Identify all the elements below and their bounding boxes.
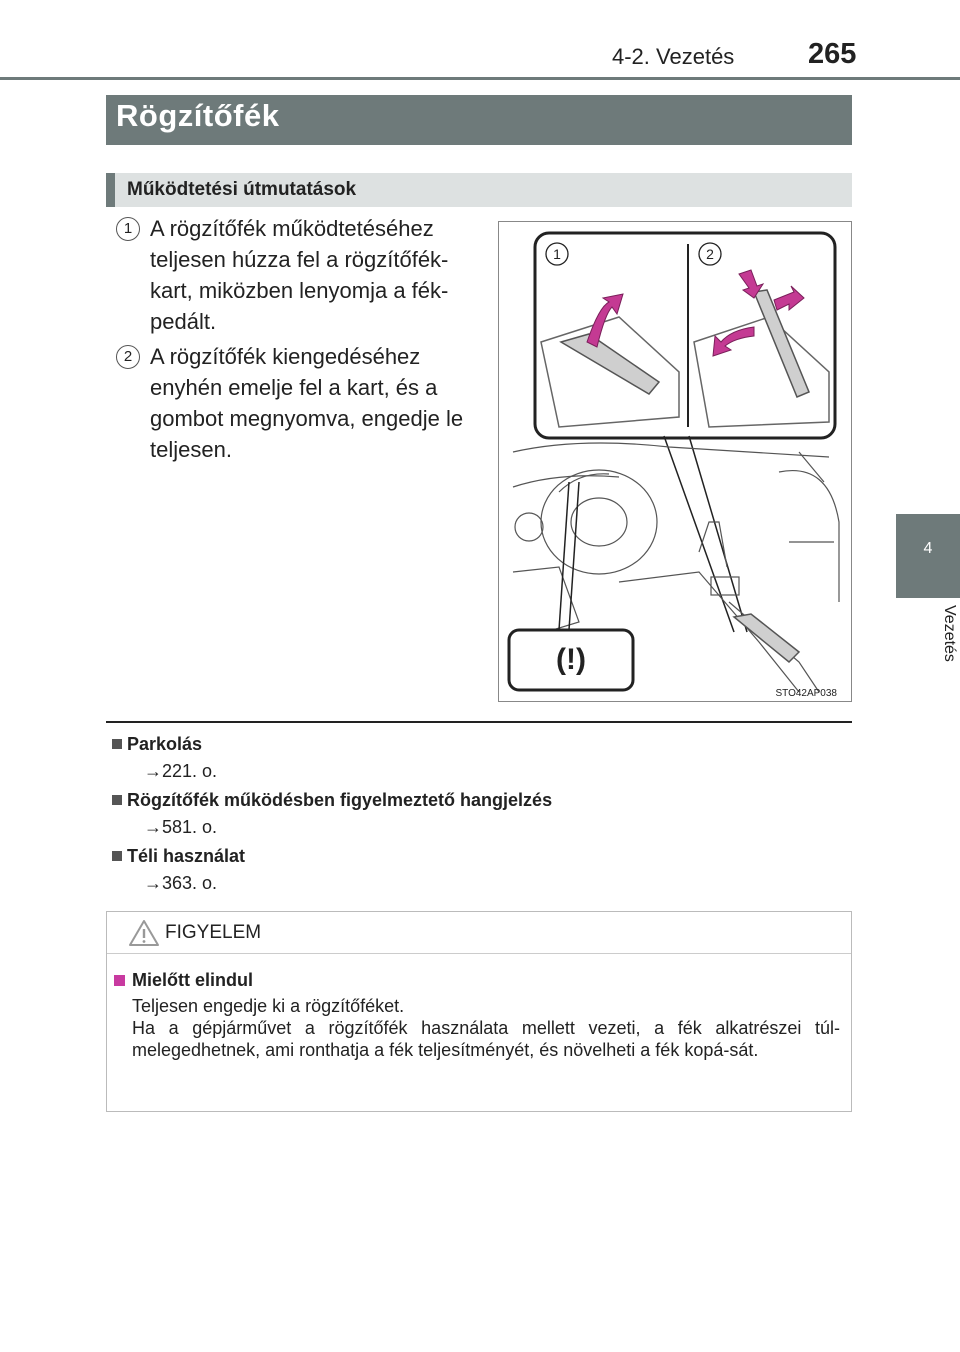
figure-code: STO42AP038 (775, 688, 837, 699)
note-2-bullet (112, 795, 122, 805)
header-rule (0, 77, 960, 80)
page-number: 265 (808, 38, 857, 70)
brake-warning-symbol: (!) (556, 643, 586, 676)
page-title: Rögzítőfék (116, 98, 280, 133)
warning-label: FIGYELEM (165, 922, 262, 943)
note-2-ref: →581. o. (144, 817, 218, 837)
note-2-title: Rögzítőfék működésben figyelmeztető hangjelzés (127, 790, 553, 810)
warning-bullet (114, 975, 125, 986)
warning-triangle-icon (128, 919, 160, 947)
chapter-tab-label: Vezetés (941, 605, 958, 662)
header-section: 4-2. Vezetés (612, 44, 735, 69)
parking-brake-illustration (498, 221, 852, 702)
note-1-bullet (112, 739, 122, 749)
step-2-badge: 2 (116, 345, 140, 369)
illustration-drawing (499, 222, 851, 701)
figure-callout-1-label: 1 (553, 246, 561, 262)
note-3-bullet (112, 851, 122, 861)
section-divider (106, 721, 852, 723)
figure-callout-2-label: 2 (706, 246, 714, 262)
note-1-title: Parkolás (127, 734, 203, 754)
section-subtitle: Működtetési útmutatások (127, 179, 357, 200)
step-2-text: A rögzítőfék kiengedéséhez enyhén emelje fel a kart, és a gombot megnyomva, engedje le teljesen. (150, 344, 464, 462)
lever-in-console (734, 614, 799, 662)
warning-separator (107, 953, 851, 954)
warning-title: Mielőtt elindul (132, 970, 253, 990)
note-1-ref: →221. o. (144, 761, 218, 781)
note-3-ref: →363. o. (144, 873, 218, 893)
warning-body: Teljesen engedje ki a rögzítőféket. Ha a gépjárművet a rögzítőfék használata mellett vezeti, a fék alkatrészei túl-melegedhetnek, ami ronthatja a fék teljesítményét, és növelheti a fék kopá-sát. (132, 996, 840, 1060)
note-3-title: Téli használat (127, 846, 246, 866)
chapter-tab-number: 4 (923, 540, 933, 557)
step-1-text: A rögzítőfék működtetéséhez teljesen húzza fel a rögzítőfék-kart, miközben lenyomja a fék-pedált. (150, 216, 449, 334)
step-1-badge: 1 (116, 217, 140, 241)
